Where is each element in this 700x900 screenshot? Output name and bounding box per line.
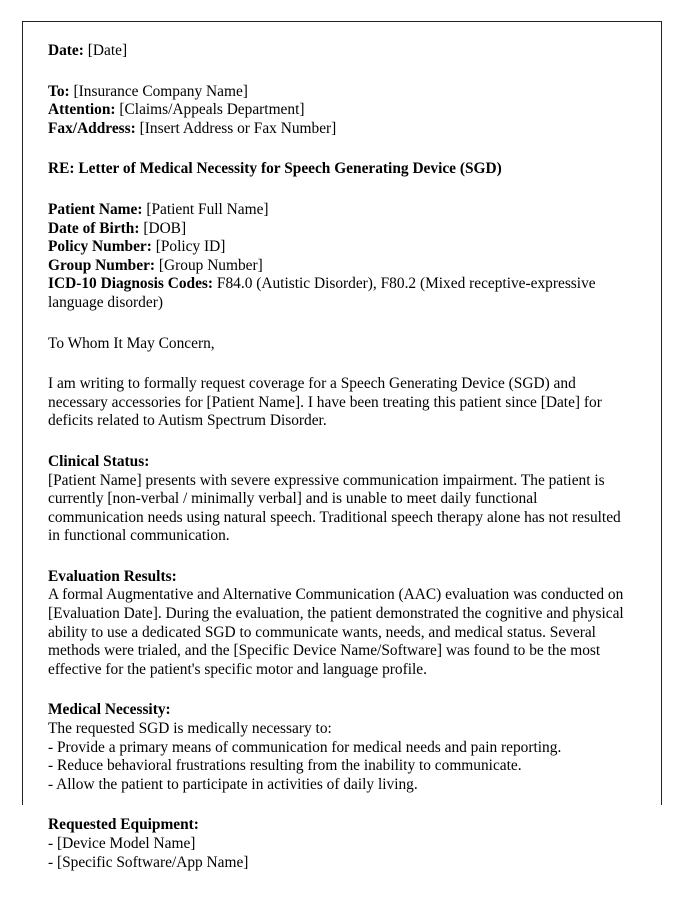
medical-necessity-item: - Provide a primary means of communication for medical needs and pain reporting. bbox=[48, 738, 562, 756]
medical-necessity-item: - Allow the patient to participate in activities of daily living. bbox=[48, 775, 418, 793]
section-requested-equipment bbox=[48, 816, 626, 872]
icd-10-codes-value: F84.0 (Autistic Disorder), F80.2 (Mixed receptive-expressive language disorder) bbox=[48, 275, 596, 311]
document-page bbox=[22, 21, 662, 871]
spacer bbox=[48, 431, 626, 453]
patient-name-label: Patient Name: bbox=[48, 200, 143, 218]
date-label: Date: bbox=[48, 42, 84, 59]
section-evaluation-results-heading: Evaluation Results: bbox=[48, 567, 177, 585]
spacer bbox=[48, 679, 626, 701]
document-body bbox=[48, 42, 626, 872]
patient-info-block bbox=[48, 201, 626, 313]
patient-name-value: [Patient Full Name] bbox=[146, 200, 269, 218]
spacer bbox=[48, 138, 626, 160]
group-number-value: [Group Number] bbox=[158, 256, 263, 274]
section-medical-necessity-lead-in: The requested SGD is medically necessary to: bbox=[48, 720, 332, 738]
policy-number-line bbox=[48, 238, 626, 257]
section-evaluation-results-paragraph: A formal Augmentative and Alternative Communication (AAC) evaluation was conducted on [Evaluation Date]. During the evaluation, the patient demonstrated the cognitive and physical ability to use a dedicated SGD to communicate wants, needs, and medical status. Several methods were trialed, and the [Specific Device Name/Software] was found to be the most effective for the patient's specific motor and language profile. bbox=[48, 586, 624, 678]
recipient-attention-label: Attention: bbox=[48, 101, 116, 119]
recipient-fax-address-line bbox=[48, 120, 626, 139]
spacer bbox=[48, 353, 626, 375]
section-clinical-status bbox=[48, 453, 626, 546]
policy-number-label: Policy Number: bbox=[48, 238, 152, 256]
date-of-birth-value: [DOB] bbox=[143, 219, 187, 237]
medical-necessity-item: - Reduce behavioral frustrations resulting from the inability to communicate. bbox=[48, 757, 522, 775]
date-line bbox=[48, 42, 626, 61]
recipient-to-label: To: bbox=[48, 82, 70, 100]
policy-number-value: [Policy ID] bbox=[155, 238, 226, 256]
date-block bbox=[48, 42, 626, 61]
recipient-to-value: [Insurance Company Name] bbox=[73, 82, 248, 100]
requested-equipment-item: - [Specific Software/App Name] bbox=[48, 853, 249, 871]
spacer bbox=[48, 546, 626, 568]
recipient-fax-address-value: [Insert Address or Fax Number] bbox=[139, 119, 337, 137]
date-value: [Date] bbox=[87, 42, 128, 59]
date-of-birth-label: Date of Birth: bbox=[48, 219, 140, 237]
group-number-line bbox=[48, 257, 626, 276]
date-of-birth-line bbox=[48, 220, 626, 239]
icd-10-codes-line bbox=[48, 275, 626, 312]
recipient-attention-value: [Claims/Appeals Department] bbox=[119, 101, 305, 119]
recipient-to-line bbox=[48, 83, 626, 102]
section-clinical-status-paragraph: [Patient Name] presents with severe expressive communication impairment. The patient is currently [non-verbal / minimally verbal] and is unable to meet daily functional communication needs using natural speech. Traditional speech therapy alone has not resulted in functional communication. bbox=[48, 471, 621, 545]
spacer bbox=[48, 179, 626, 201]
spacer bbox=[48, 61, 626, 83]
recipient-block bbox=[48, 83, 626, 139]
spacer bbox=[48, 313, 626, 335]
intro-paragraph: I am writing to formally request coverage for a Speech Generating Device (SGD) and necessary accessories for [Patient Name]. I have been treating this patient since [Date] for deficits related to Autism Spectrum Disorder. bbox=[48, 375, 602, 430]
recipient-attention-line bbox=[48, 101, 626, 120]
salutation: To Whom It May Concern, bbox=[48, 334, 215, 352]
requested-equipment-item: - [Device Model Name] bbox=[48, 835, 196, 852]
section-clinical-status-heading: Clinical Status: bbox=[48, 452, 150, 470]
icd-10-codes-label: ICD-10 Diagnosis Codes: bbox=[48, 275, 214, 293]
recipient-fax-address-label: Fax/Address: bbox=[48, 119, 136, 137]
group-number-label: Group Number: bbox=[48, 256, 156, 274]
patient-name-line bbox=[48, 201, 626, 220]
subject-line: RE: Letter of Medical Necessity for Speech Generating Device (SGD) bbox=[48, 160, 502, 178]
section-requested-equipment-heading: Requested Equipment: bbox=[48, 816, 199, 834]
section-evaluation-results bbox=[48, 568, 626, 680]
section-medical-necessity bbox=[48, 701, 626, 794]
section-medical-necessity-heading: Medical Necessity: bbox=[48, 701, 171, 719]
spacer bbox=[48, 794, 626, 816]
